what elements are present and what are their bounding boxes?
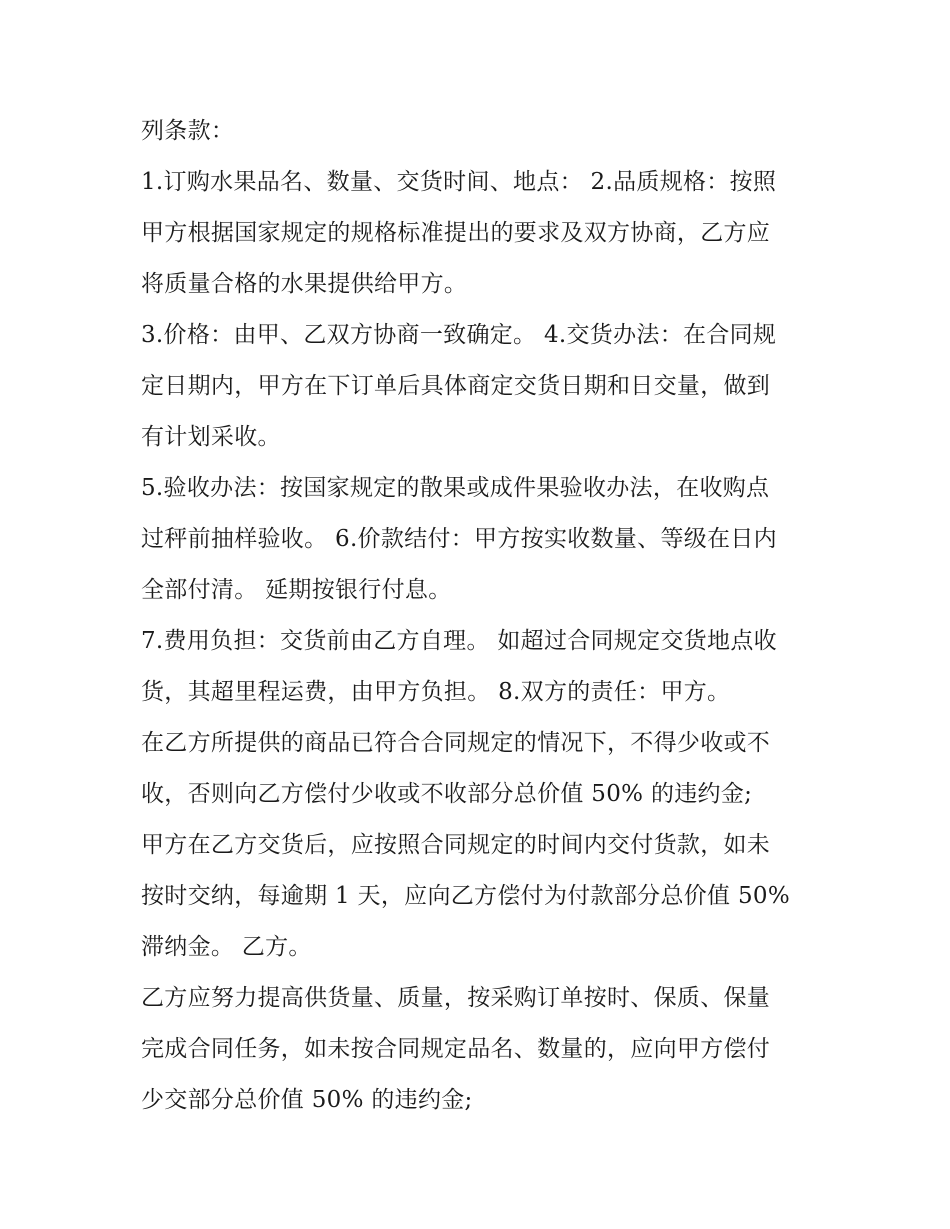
text-line-8: 5.验收办法：按国家规定的散果或成件果验收办法，在收购点 (141, 475, 770, 501)
text-line-19: 完成合同任务，如未按合同规定品名、数量的，应向甲方偿付 (141, 1036, 771, 1062)
text-line-10: 全部付清。 延期按银行付息。 (141, 577, 452, 603)
text-line-17: 滞纳金。 乙方。 (141, 934, 312, 960)
text-line-16: 按时交纳，每逾期 1 天，应向乙方偿付为付款部分总价值 50% (141, 883, 790, 909)
text-line-6: 定日期内，甲方在下订单后具体商定交货日期和日交量，做到 (141, 373, 771, 399)
text-line-13: 在乙方所提供的商品已符合合同规定的情况下，不得少收或不 (141, 730, 771, 756)
text-line-14: 收，否则向乙方偿付少收或不收部分总价值 50% 的违约金; (141, 781, 753, 807)
text-line-9: 过秤前抽样验收。 6.价款结付：甲方按实收数量、等级在日内 (141, 526, 777, 552)
text-line-20: 少交部分总价值 50% 的违约金; (141, 1087, 473, 1113)
text-line-15: 甲方在乙方交货后，应按照合同规定的时间内交付货款，如未 (141, 832, 771, 858)
text-line-11: 7.费用负担：交货前由乙方自理。 如超过合同规定交货地点收 (141, 628, 777, 654)
text-line-12: 货，其超里程运费，由甲方负担。 8.双方的责任：甲方。 (141, 679, 731, 705)
text-line-5: 3.价格：由甲、乙双方协商一致确定。 4.交货办法：在合同规 (141, 322, 777, 348)
text-line-18: 乙方应努力提高供货量、质量，按采购订单按时、保质、保量 (141, 985, 771, 1011)
text-line-1: 列条款： (141, 118, 235, 144)
contract-body (141, 106, 821, 1126)
text-line-3: 甲方根据国家规定的规格标准提出的要求及双方协商，乙方应 (141, 220, 771, 246)
text-line-4: 将质量合格的水果提供给甲方。 (141, 271, 468, 297)
text-line-7: 有计划采收。 (141, 424, 281, 450)
text-line-2: 1.订购水果品名、数量、交货时间、地点： 2.品质规格：按照 (141, 169, 777, 195)
